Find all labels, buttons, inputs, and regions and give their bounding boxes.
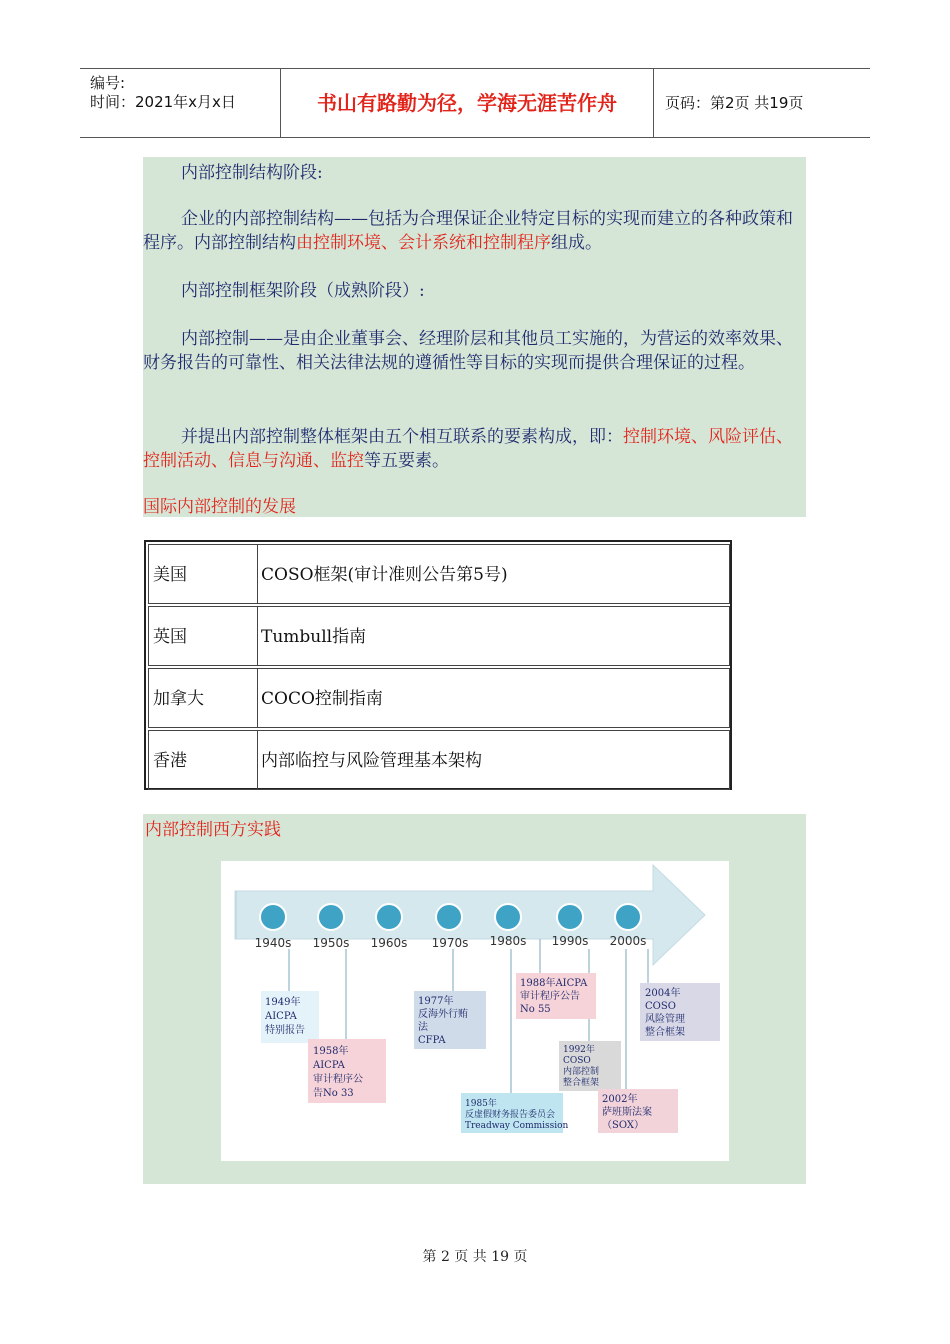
svg-text:整合框架: 整合框架 xyxy=(563,1078,600,1088)
decade-label: 1980s xyxy=(489,934,527,948)
table-row xyxy=(148,606,730,666)
svg-text:风险管理: 风险管理 xyxy=(645,1014,685,1025)
event-1958 xyxy=(308,1039,386,1103)
country-cell: 美国 xyxy=(153,565,187,585)
subtitle-international-development: 国际内部控制的发展 xyxy=(143,497,296,517)
event-1949 xyxy=(261,991,319,1043)
decade-node xyxy=(557,904,583,930)
decade-node xyxy=(495,904,521,930)
framework-cell: Tumbull指南 xyxy=(261,627,367,647)
svg-text:内部控制: 内部控制 xyxy=(563,1067,600,1077)
svg-text:COSO: COSO xyxy=(645,1001,676,1012)
table-row xyxy=(148,730,730,790)
svg-text:告No 33: 告No 33 xyxy=(313,1088,354,1099)
decade-label: 1950s xyxy=(312,936,350,950)
svg-text:COSO: COSO xyxy=(563,1056,591,1066)
paragraph-control-structure: 企业的内部控制结构——包括为合理保证企业特定目标的实现而建立的各种政策和程序。内部控制结构由控制环境、会计系统和控制程序组成。 xyxy=(143,209,793,253)
svg-text:1985年: 1985年 xyxy=(465,1099,497,1109)
decade-label: 1970s xyxy=(431,936,469,950)
country-cell: 香港 xyxy=(153,751,187,771)
decade-label: 1940s xyxy=(254,936,292,950)
content-box-internal-control xyxy=(143,157,806,517)
heading-control-framework: 内部控制框架阶段（成熟阶段）: xyxy=(181,281,425,301)
svg-text:反虚假财务报告委员会: 反虚假财务报告委员会 xyxy=(465,1110,556,1120)
heading-control-structure: 内部控制结构阶段: xyxy=(181,163,323,183)
page-footer: 第 2 页 共 19 页 xyxy=(422,1249,528,1265)
svg-text:1949年: 1949年 xyxy=(265,997,301,1008)
country-cell: 英国 xyxy=(153,627,187,647)
header-motto: 书山有路勤为径，学海无涯苦作舟 xyxy=(281,69,654,137)
header-page-info: 页码：第2页 共19页 xyxy=(665,94,804,112)
table-row xyxy=(148,668,730,728)
timeline-diagram xyxy=(221,861,729,1161)
svg-text:1992年: 1992年 xyxy=(563,1045,595,1055)
svg-text:1988年AICPA: 1988年AICPA xyxy=(520,978,588,989)
framework-cell: 内部临控与风险管理基本架构 xyxy=(261,751,482,771)
country-cell: 加拿大 xyxy=(153,689,204,709)
svg-text:No 55: No 55 xyxy=(520,1004,551,1015)
svg-text:（SOX）: （SOX） xyxy=(602,1120,644,1131)
svg-text:AICPA: AICPA xyxy=(265,1011,297,1022)
event-1988 xyxy=(516,973,596,1019)
svg-text:整合框架: 整合框架 xyxy=(645,1027,685,1038)
decade-label: 1990s xyxy=(551,934,589,948)
svg-text:1958年: 1958年 xyxy=(313,1046,349,1057)
decade-node xyxy=(436,904,462,930)
svg-text:AICPA: AICPA xyxy=(313,1060,345,1071)
svg-text:CFPA: CFPA xyxy=(418,1035,446,1046)
svg-text:1977年: 1977年 xyxy=(418,996,454,1007)
time-label: 时间：2021年x月x日 xyxy=(90,93,236,111)
svg-text:审计程序公: 审计程序公 xyxy=(313,1074,363,1085)
event-2004 xyxy=(640,983,720,1041)
event-2002 xyxy=(598,1089,678,1133)
decade-label: 1960s xyxy=(370,936,408,950)
decade-node xyxy=(376,904,402,930)
framework-cell: COSO框架(审计准则公告第5号) xyxy=(261,565,508,585)
svg-text:特别报告: 特别报告 xyxy=(265,1025,305,1036)
svg-text:萨班斯法案: 萨班斯法案 xyxy=(602,1107,652,1118)
paragraph-five-elements: 并提出内部控制整体框架由五个相互联系的要素构成，即：控制环境、风险评估、控制活动、信息与沟通、监控等五要素。 xyxy=(143,427,793,471)
svg-text:反海外行贿: 反海外行贿 xyxy=(418,1009,468,1020)
content-box-western-practice xyxy=(143,814,806,1184)
section-title-western-practice: 内部控制西方实践 xyxy=(145,820,281,840)
framework-cell: COCO控制指南 xyxy=(261,689,383,709)
event-1985 xyxy=(461,1093,569,1133)
decade-label: 2000s xyxy=(609,934,647,948)
svg-text:2002年: 2002年 xyxy=(602,1094,638,1105)
decade-node xyxy=(318,904,344,930)
page-header xyxy=(80,68,870,138)
paragraph-control-definition: 内部控制——是由企业董事会、经理阶层和其他员工实施的，为营运的效率效果、财务报告的可靠性、相关法律法规的遵循性等目标的实现而提供合理保证的过程。 xyxy=(143,329,793,373)
header-meta xyxy=(80,69,281,137)
svg-text:法: 法 xyxy=(418,1022,428,1033)
svg-text:Treadway Commission: Treadway Commission xyxy=(465,1121,569,1131)
event-1992 xyxy=(559,1041,621,1091)
country-framework-table xyxy=(144,540,732,790)
svg-text:2004年: 2004年 xyxy=(645,988,681,999)
number-label: 编号: xyxy=(90,74,126,92)
decade-node xyxy=(260,904,286,930)
event-1977 xyxy=(414,991,486,1049)
table-row xyxy=(148,544,730,604)
svg-text:审计程序公告: 审计程序公告 xyxy=(520,991,580,1002)
decade-node xyxy=(615,904,641,930)
